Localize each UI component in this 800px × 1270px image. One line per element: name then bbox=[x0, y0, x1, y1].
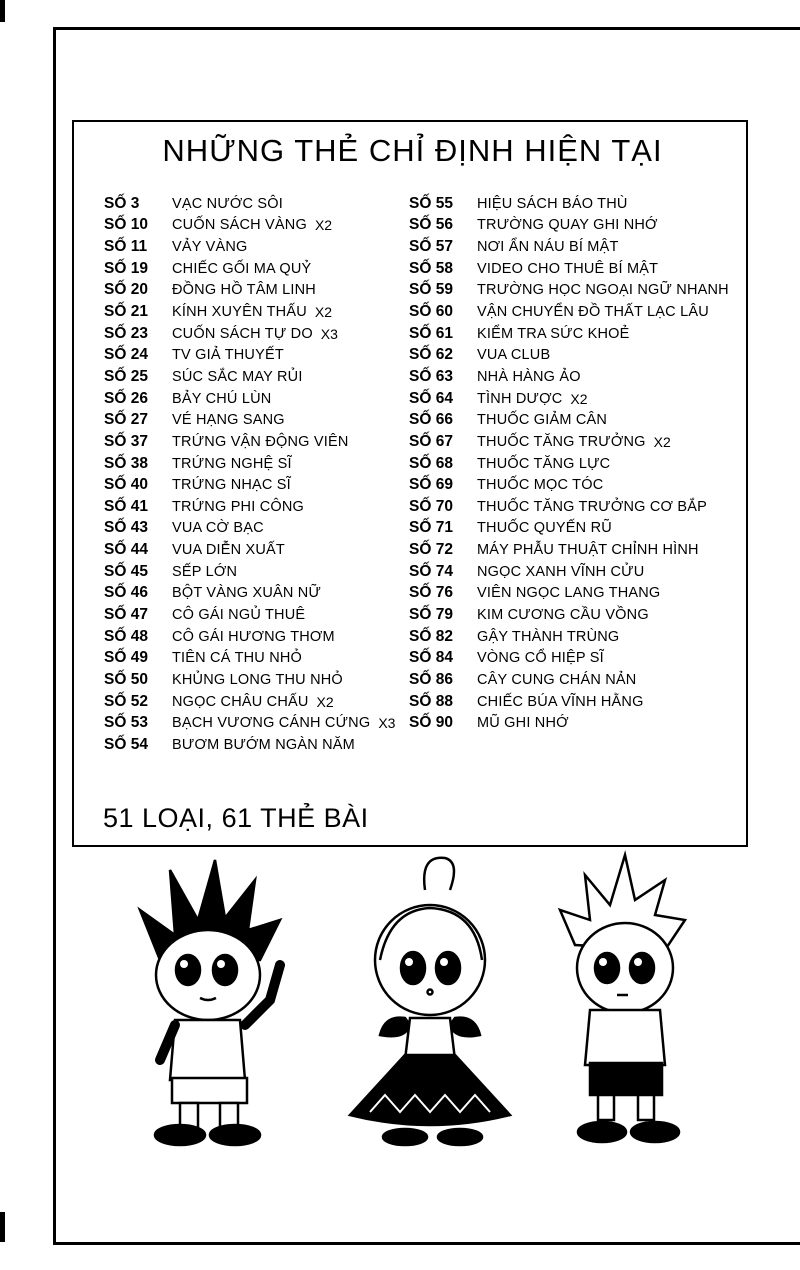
card-entry bbox=[409, 474, 749, 496]
card-number: SỐ 47 bbox=[104, 605, 148, 623]
card-entry bbox=[104, 453, 404, 475]
card-number: SỐ 50 bbox=[104, 670, 148, 688]
card-number: SỐ 57 bbox=[409, 238, 453, 256]
card-name: NƠI ẨN NÁU BÍ MẬT bbox=[477, 239, 619, 256]
card-name: KÍNH XUYÊN THẤU bbox=[172, 304, 307, 321]
card-entry bbox=[104, 409, 404, 431]
card-entry bbox=[409, 344, 749, 366]
card-name: VIDEO CHO THUÊ BÍ MẬT bbox=[477, 260, 659, 277]
card-name: TRƯỜNG HỌC NGOẠI NGỮ NHANH bbox=[477, 282, 729, 299]
card-entry bbox=[409, 431, 749, 453]
card-number: SỐ 56 bbox=[409, 216, 453, 234]
page-edge-mark-bottom bbox=[0, 1212, 5, 1242]
card-name: SÚC SẮC MAY RỦI bbox=[172, 368, 303, 385]
card-name: VUA CỜ BẠC bbox=[172, 520, 264, 537]
white-hair-boy-figure bbox=[560, 855, 685, 1142]
girl-in-dress-figure bbox=[350, 858, 510, 1145]
card-count: X2 bbox=[570, 390, 588, 407]
page-title: NHỮNG THẺ CHỈ ĐỊNH HIỆN TẠI bbox=[162, 133, 663, 168]
card-number: SỐ 68 bbox=[409, 454, 453, 472]
card-number: SỐ 45 bbox=[104, 562, 148, 580]
card-name: VẠC NƯỚC SÔI bbox=[172, 195, 284, 212]
card-name: TRỨNG VẬN ĐỘNG VIÊN bbox=[172, 433, 349, 450]
card-number: SỐ 26 bbox=[104, 389, 148, 407]
card-name: ĐỒNG HỒ TÂM LINH bbox=[172, 282, 316, 299]
card-number: SỐ 67 bbox=[409, 432, 453, 450]
card-name: MÁY PHẪU THUẬT CHỈNH HÌNH bbox=[477, 542, 699, 559]
card-name: KHỦNG LONG THU NHỎ bbox=[172, 671, 343, 688]
card-number: SỐ 58 bbox=[409, 259, 453, 277]
card-entry bbox=[104, 474, 404, 496]
chibi-characters-illustration bbox=[120, 850, 720, 1150]
card-entry bbox=[104, 518, 404, 540]
card-number: SỐ 11 bbox=[104, 238, 148, 256]
card-entry bbox=[104, 626, 404, 648]
card-summary: 51 LOẠI, 61 THẺ BÀI bbox=[103, 803, 369, 833]
card-entry bbox=[104, 280, 404, 302]
card-entry bbox=[104, 496, 404, 518]
card-number: SỐ 40 bbox=[104, 476, 148, 494]
card-number: SỐ 64 bbox=[409, 389, 453, 407]
card-count: X2 bbox=[314, 217, 333, 234]
card-number: SỐ 61 bbox=[409, 324, 453, 342]
card-number: SỐ 27 bbox=[104, 411, 148, 429]
card-name: CHIẾC GỐI MA QUỶ bbox=[172, 260, 312, 277]
card-number: SỐ 62 bbox=[409, 346, 453, 364]
card-entry bbox=[104, 561, 404, 583]
card-number: SỐ 21 bbox=[104, 303, 148, 321]
card-entry bbox=[409, 409, 749, 431]
page-edge-mark bbox=[0, 0, 5, 22]
card-name: MŨ GHI NHỚ bbox=[477, 715, 569, 732]
card-name: THUỐC MỌC TÓC bbox=[477, 477, 604, 494]
card-name: BẢY CHÚ LÙN bbox=[172, 390, 272, 407]
card-name: THUỐC QUYẾN RŨ bbox=[477, 520, 612, 537]
card-name: VẬN CHUYỂN ĐỒ THẤT LẠC LÂU bbox=[477, 304, 709, 321]
card-entry bbox=[104, 539, 404, 561]
card-entry bbox=[409, 539, 749, 561]
card-entry bbox=[409, 712, 749, 734]
card-number: SỐ 88 bbox=[409, 692, 453, 710]
card-number: SỐ 43 bbox=[104, 519, 148, 537]
card-entry bbox=[104, 388, 404, 410]
card-name: THUỐC TĂNG LỰC bbox=[477, 455, 611, 472]
card-entry bbox=[104, 647, 404, 669]
card-count: X2 bbox=[314, 304, 332, 321]
card-number: SỐ 72 bbox=[409, 541, 453, 559]
card-entry bbox=[409, 388, 749, 410]
card-number: SỐ 59 bbox=[409, 281, 453, 299]
card-number: SỐ 79 bbox=[409, 605, 453, 623]
card-number: SỐ 82 bbox=[409, 627, 453, 645]
card-name: TÌNH DƯỢC bbox=[477, 390, 563, 407]
card-name: CÔ GÁI HƯƠNG THƠM bbox=[172, 628, 335, 645]
card-entry bbox=[104, 344, 404, 366]
card-number: SỐ 25 bbox=[104, 367, 148, 385]
card-number: SỐ 20 bbox=[104, 281, 148, 299]
card-entry bbox=[409, 691, 749, 713]
card-number: SỐ 86 bbox=[409, 670, 453, 688]
card-name: NHÀ HÀNG ẢO bbox=[477, 368, 581, 385]
card-entry bbox=[409, 280, 749, 302]
card-number: SỐ 70 bbox=[409, 497, 453, 515]
card-number: SỐ 84 bbox=[409, 649, 453, 667]
card-name: NGỌC CHÂU CHẤU bbox=[172, 693, 309, 710]
card-name: TRỨNG NHẠC SĨ bbox=[172, 477, 291, 494]
card-entry bbox=[409, 215, 749, 237]
card-entry bbox=[104, 236, 404, 258]
card-entry bbox=[104, 669, 404, 691]
card-entry bbox=[104, 691, 404, 713]
spiky-hair-boy-figure bbox=[140, 860, 280, 1145]
card-count: X3 bbox=[320, 325, 338, 342]
card-number: SỐ 63 bbox=[409, 367, 453, 385]
card-entry bbox=[104, 734, 404, 756]
card-entry bbox=[104, 258, 404, 280]
card-entry bbox=[409, 626, 749, 648]
card-name: TV GIẢ THUYẾT bbox=[172, 347, 284, 364]
card-number: SỐ 60 bbox=[409, 303, 453, 321]
card-name: TRƯỜNG QUAY GHI NHỚ bbox=[477, 217, 658, 234]
card-name: BẠCH VƯƠNG CÁNH CỨNG bbox=[172, 715, 371, 732]
card-name: THUỐC GIẢM CÂN bbox=[477, 412, 608, 429]
card-number: SỐ 10 bbox=[104, 216, 148, 234]
card-number: SỐ 24 bbox=[104, 346, 148, 364]
card-entry bbox=[409, 453, 749, 475]
card-name: CUỐN SÁCH VÀNG bbox=[172, 217, 307, 234]
card-name: CUỐN SÁCH TỰ DO bbox=[172, 325, 313, 342]
card-entry bbox=[409, 604, 749, 626]
card-name: BƯƠM BƯỚM NGÀN NĂM bbox=[172, 736, 355, 753]
card-number: SỐ 38 bbox=[104, 454, 148, 472]
card-entry bbox=[409, 323, 749, 345]
card-number: SỐ 74 bbox=[409, 562, 453, 580]
card-entry bbox=[409, 258, 749, 280]
card-name: GẬY THÀNH TRÙNG bbox=[477, 628, 620, 645]
card-number: SỐ 52 bbox=[104, 692, 148, 710]
card-name: VIÊN NGỌC LANG THANG bbox=[477, 585, 661, 602]
card-number: SỐ 76 bbox=[409, 584, 453, 602]
card-count: X2 bbox=[316, 693, 334, 710]
card-name: NGỌC XANH VĨNH CỬU bbox=[477, 563, 645, 580]
card-name: KIM CƯƠNG CẦU VỒNG bbox=[477, 606, 649, 623]
card-name: TRỨNG PHI CÔNG bbox=[172, 498, 304, 515]
card-entry bbox=[409, 366, 749, 388]
card-number: SỐ 53 bbox=[104, 714, 148, 732]
card-name: THUỐC TĂNG TRƯỞNG bbox=[477, 433, 646, 450]
card-number: SỐ 90 bbox=[409, 714, 453, 732]
card-entry bbox=[104, 323, 404, 345]
card-name: VUA CLUB bbox=[477, 347, 551, 364]
card-name: THUỐC TĂNG TRƯỞNG CƠ BẮP bbox=[477, 498, 708, 515]
card-number: SỐ 66 bbox=[409, 411, 453, 429]
card-entry bbox=[409, 236, 749, 258]
card-list-right bbox=[409, 193, 749, 734]
card-entry bbox=[409, 561, 749, 583]
card-entry bbox=[104, 712, 404, 734]
card-name: VÒNG CỔ HIỆP SĨ bbox=[477, 650, 604, 667]
card-number: SỐ 3 bbox=[104, 194, 140, 212]
card-number: SỐ 23 bbox=[104, 324, 148, 342]
card-entry bbox=[409, 518, 749, 540]
card-entry bbox=[409, 583, 749, 605]
card-number: SỐ 48 bbox=[104, 627, 148, 645]
card-name: VẢY VÀNG bbox=[172, 239, 248, 256]
card-name: VUA DIỄN XUẤT bbox=[172, 542, 285, 559]
card-name: TRỨNG NGHỆ SĨ bbox=[172, 455, 292, 472]
card-name: CÔ GÁI NGỦ THUÊ bbox=[172, 606, 306, 623]
card-name: SẾP LỚN bbox=[172, 563, 238, 580]
card-entry bbox=[409, 647, 749, 669]
card-count: X2 bbox=[653, 433, 671, 450]
card-number: SỐ 69 bbox=[409, 476, 453, 494]
card-entry bbox=[104, 301, 404, 323]
card-entry bbox=[104, 193, 404, 215]
card-entry bbox=[104, 366, 404, 388]
card-entry bbox=[409, 669, 749, 691]
card-entry bbox=[104, 583, 404, 605]
card-number: SỐ 55 bbox=[409, 194, 453, 212]
card-entry bbox=[409, 193, 749, 215]
card-name: HIỆU SÁCH BÁO THÙ bbox=[477, 195, 628, 212]
card-number: SỐ 54 bbox=[104, 735, 148, 753]
card-count: X3 bbox=[378, 715, 396, 732]
card-entry bbox=[409, 496, 749, 518]
card-list-left bbox=[104, 193, 404, 756]
card-number: SỐ 37 bbox=[104, 432, 148, 450]
card-name: BỘT VÀNG XUÂN NỮ bbox=[172, 585, 322, 602]
card-entry bbox=[104, 604, 404, 626]
card-number: SỐ 44 bbox=[104, 541, 148, 559]
card-name: CÂY CUNG CHÁN NẢN bbox=[477, 671, 637, 688]
card-entry bbox=[104, 431, 404, 453]
card-number: SỐ 46 bbox=[104, 584, 148, 602]
card-number: SỐ 41 bbox=[104, 497, 148, 515]
card-number: SỐ 71 bbox=[409, 519, 453, 537]
card-name: CHIẾC BÚA VĨNH HẰNG bbox=[477, 693, 644, 710]
card-number: SỐ 19 bbox=[104, 259, 148, 277]
card-entry bbox=[409, 301, 749, 323]
card-name: TIÊN CÁ THU NHỎ bbox=[172, 650, 303, 667]
card-entry bbox=[104, 215, 404, 237]
card-name: KIỂM TRA SỨC KHOẺ bbox=[477, 325, 630, 342]
card-name: VÉ HẠNG SANG bbox=[172, 412, 285, 429]
card-number: SỐ 49 bbox=[104, 649, 148, 667]
